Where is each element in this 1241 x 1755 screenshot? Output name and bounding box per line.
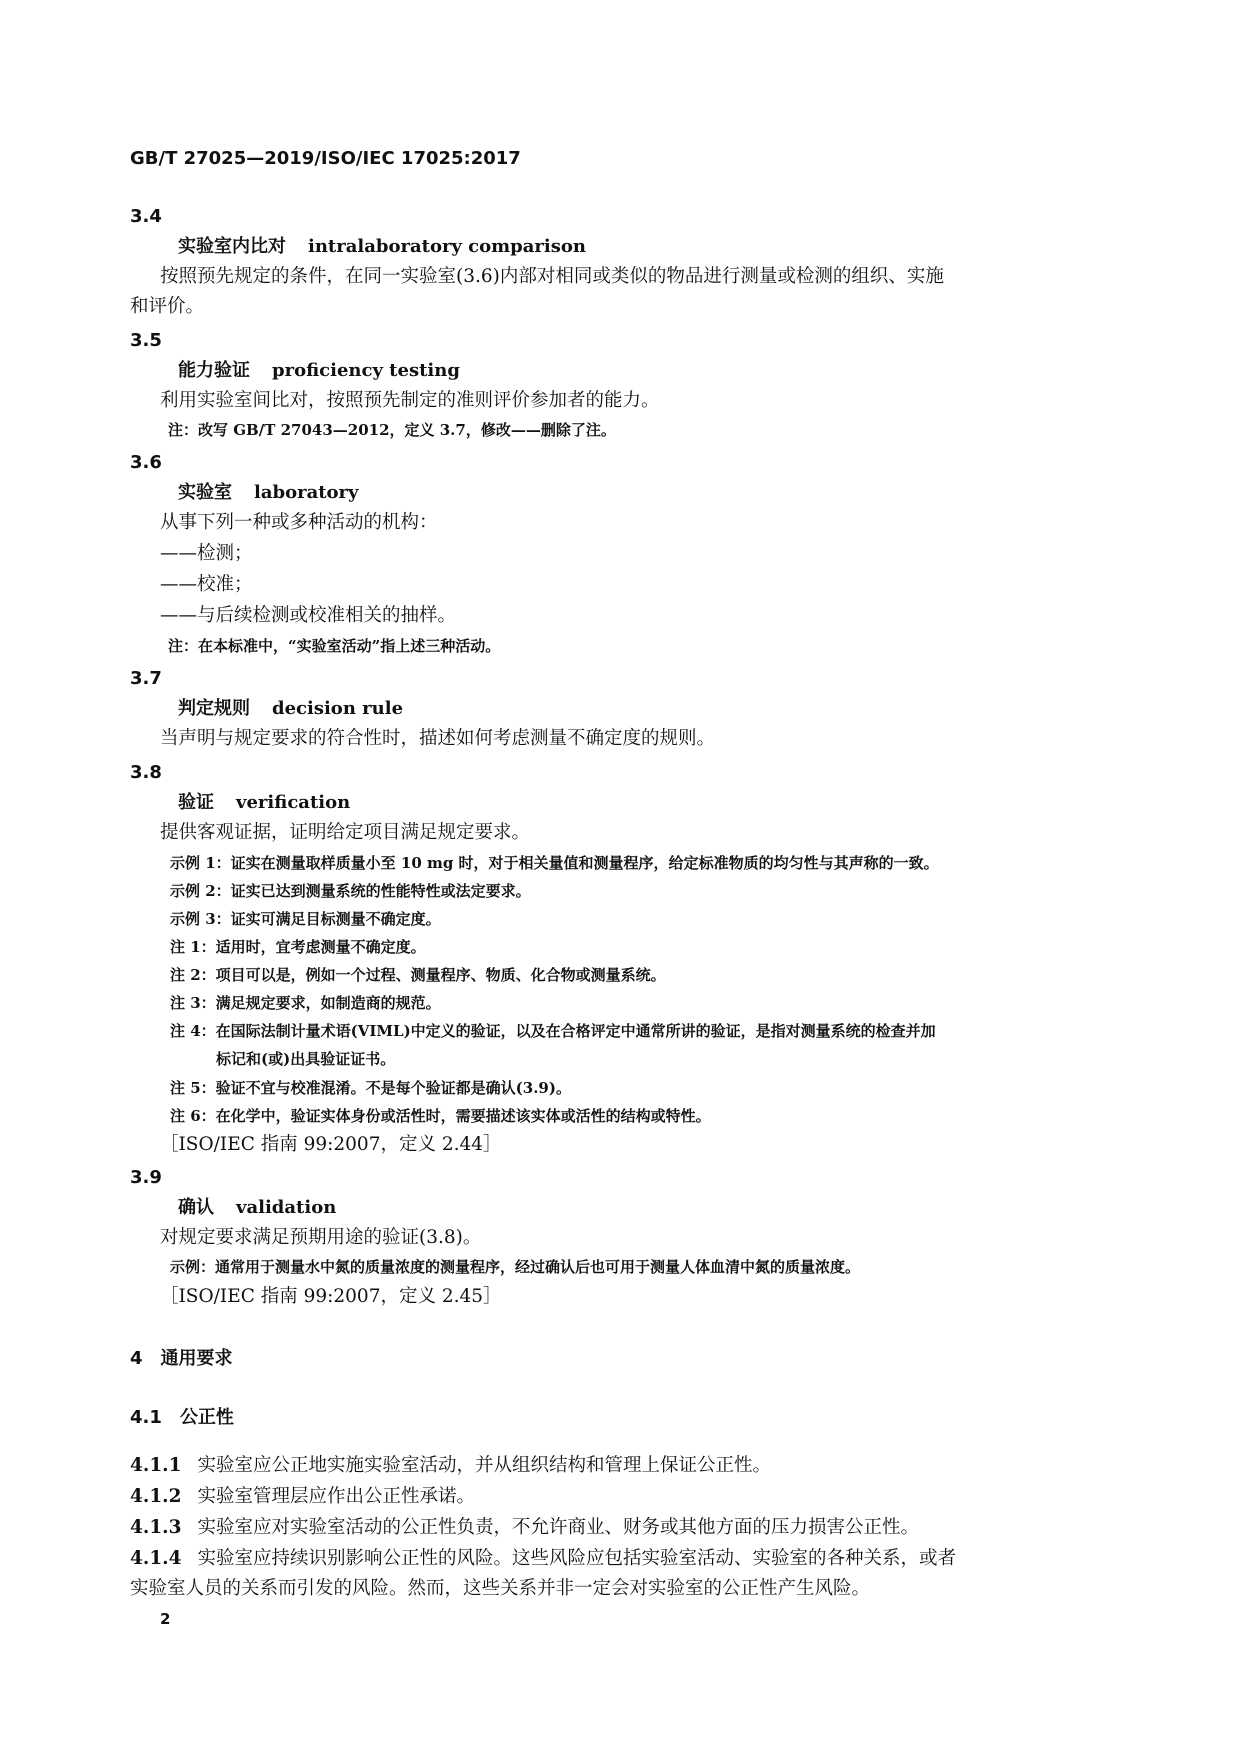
subsection-heading: 4.1 公正性 [130, 1407, 234, 1428]
example: 示例：通常用于测量水中氮的质量浓度的测量程序，经过确认后也可用于测量人体血清中氮的质量浓度。 [170, 1258, 861, 1276]
term-definition: 提供客观证据，证明给定项目满足规定要求。 [160, 822, 531, 843]
term-source: ［ISO/IEC 指南 99:2007，定义 2.45］ [160, 1286, 502, 1307]
term-title: 判定规则 decision rule [178, 698, 404, 719]
term-definition: 从事下列一种或多种活动的机构： [160, 512, 438, 533]
term-number: 3.5 [130, 330, 162, 351]
note-6: 注 6：在化学中，验证实体身份或活性时，需要描述该实体或活性的结构或特性。 [170, 1107, 711, 1125]
term-definition: 当声明与规定要求的符合性时，描述如何考虑测量不确定度的规则。 [160, 728, 716, 749]
term-definition: 利用实验室间比对，按照预先制定的准则评价参加者的能力。 [160, 390, 660, 411]
example-2: 示例 2：证实已达到测量系统的性能特性或法定要求。 [170, 882, 531, 900]
note-5: 注 5：验证不宜与校准混淆。不是每个验证都是确认(3.9)。 [170, 1079, 571, 1097]
note-4: 注 4：在国际法制计量术语(VIML)中定义的验证，以及在合格评定中通常所讲的验证，是指对测量系统的检查并加 [170, 1022, 936, 1040]
list-item: ——校准； [160, 574, 253, 595]
term-definition: 对规定要求满足预期用途的验证(3.8)。 [160, 1227, 482, 1248]
note-2: 注 2：项目可以是，例如一个过程、测量程序、物质、化合物或测量系统。 [170, 966, 666, 984]
section-heading: 4 通用要求 [130, 1348, 233, 1369]
term-title: 验证 verification [178, 792, 351, 813]
term-number: 3.7 [130, 668, 162, 689]
example-1: 示例 1：证实在测量取样质量小至 10 mg 时，对于相关量值和测量程序，给定标准物质的均匀性与其声称的一致。 [170, 854, 939, 872]
term-title: 实验室内比对 intralaboratory comparison [178, 236, 586, 257]
note-3: 注 3：满足规定要求，如制造商的规范。 [170, 994, 441, 1012]
term-title: 确认 validation [178, 1197, 337, 1218]
term-number: 3.8 [130, 762, 162, 783]
clause-4-1-1: 4.1.1 实验室应公正地实施实验室活动，并从组织结构和管理上保证公正性。 [130, 1455, 772, 1476]
clause-4-1-3: 4.1.3 实验室应对实验室活动的公正性负责，不允许商业、财务或其他方面的压力损害公正性。 [130, 1517, 920, 1538]
term-definition-cont: 和评价。 [130, 296, 205, 317]
list-item: ——与后续检测或校准相关的抽样。 [160, 605, 457, 626]
term-number: 3.4 [130, 206, 162, 227]
term-source: ［ISO/IEC 指南 99:2007，定义 2.44］ [160, 1134, 502, 1155]
term-note: 注：在本标准中，“实验室活动”指上述三种活动。 [168, 637, 501, 655]
note-1: 注 1：适用时，宜考虑测量不确定度。 [170, 938, 426, 956]
page-number: 2 [160, 1610, 171, 1628]
clause-4-1-4: 4.1.4 实验室应持续识别影响公正性的风险。这些风险应包括实验室活动、实验室的各种关系，或者 [130, 1548, 957, 1569]
clause-4-1-2: 4.1.2 实验室管理层应作出公正性承诺。 [130, 1486, 476, 1507]
term-title: 实验室 laboratory [178, 482, 359, 503]
list-item: ——检测； [160, 543, 253, 564]
term-note: 注：改写 GB/T 27043—2012，定义 3.7，修改——删除了注。 [168, 421, 616, 439]
term-number: 3.6 [130, 452, 162, 473]
term-title: 能力验证 proficiency testing [178, 360, 460, 381]
example-3: 示例 3：证实可满足目标测量不确定度。 [170, 910, 441, 928]
term-number: 3.9 [130, 1167, 162, 1188]
standard-header: GB/T 27025—2019/ISO/IEC 17025:2017 [130, 148, 521, 169]
term-definition: 按照预先规定的条件，在同一实验室(3.6)内部对相同或类似的物品进行测量或检测的组织、实施 [160, 266, 944, 287]
note-4-cont: 标记和(或)出具验证证书。 [216, 1050, 396, 1068]
clause-4-1-4-cont: 实验室人员的关系而引发的风险。然而，这些关系并非一定会对实验室的公正性产生风险。 [130, 1578, 871, 1599]
